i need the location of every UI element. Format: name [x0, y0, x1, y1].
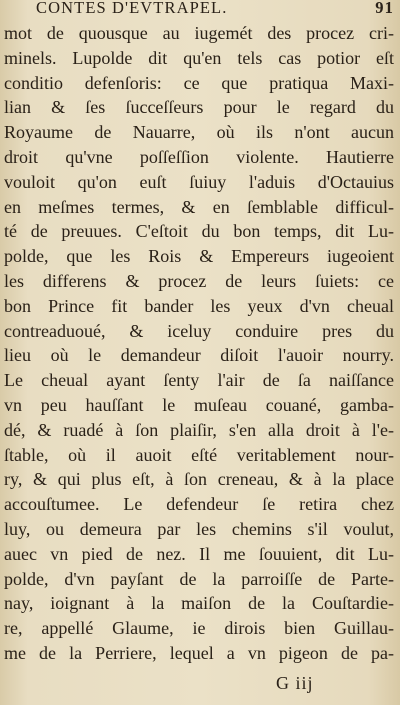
text-line: les differens & procez de leurs ſuiets: ce	[4, 271, 394, 291]
text-line: té de preuues. C'eſtoit du bon temps, dit Lu-	[4, 221, 394, 242]
signature-mark: G iij	[276, 673, 314, 693]
text-line: vn peu hauſſant le muſeau couané, gamba-	[4, 395, 394, 415]
text-line: ſtable, où il auoit eſté veritablement nour-	[4, 444, 394, 465]
text-line: nay, ioignant à la maiſon de la Couſtardie-	[4, 593, 394, 614]
text-line: bon Prince fit bander les yeux d'vn cheual	[4, 295, 394, 316]
text-line: accouſtumee. Le defendeur ſe retira chez	[4, 494, 394, 515]
body-text	[0, 22, 400, 672]
text-line: luy, ou demeura par les chemins s'il voulut,	[4, 519, 394, 539]
text-line: minels. Lupolde dit qu'en tels cas potior eſt	[4, 47, 394, 68]
text-line: vouloit qu'on euſt ſuiuy l'aduis d'Octauius	[4, 171, 394, 192]
text-line: Royaume de Nauarre, où ils n'ont aucun	[4, 122, 394, 143]
text-line: re, appellé Glaume, ie dirois bien Guillau-	[4, 618, 394, 639]
text-line: contreaduoué, & iceluy conduire pres du	[4, 320, 394, 341]
text-line: me de la Perriere, lequel a vn pigeon de pa-	[4, 643, 394, 663]
text-line: lieu où le demandeur diſoit l'auoir nourry.	[4, 345, 394, 366]
text-line: lian & ſes ſucceſſeurs pour le regard du	[4, 97, 394, 118]
text-line: mot de quousque au iugemét des procez cri-	[4, 23, 394, 43]
text-line: dé, & ruadé à ſon plaiſir, s'en alla droit à l'e-	[4, 419, 394, 440]
text-line: polde, que les Rois & Empereurs iugeoient	[4, 246, 394, 267]
page-number: 91	[375, 0, 394, 17]
running-head-title: CONTES D'EVTRAPEL.	[36, 0, 228, 17]
text-line: droit qu'vne poſſeſſion violente. Hautierre	[4, 147, 394, 167]
text-line: conditio defenſoris: ce que pratiqua Maxi-	[4, 72, 394, 93]
text-line: en meſmes termes, & en ſemblable difficul-	[4, 196, 394, 217]
running-head	[0, 0, 400, 18]
text-line: Le cheual ayant ſenty l'air de ſa naiſſance	[4, 370, 394, 391]
text-line: ry, & qui plus eſt, à ſon creneau, & à la place	[4, 469, 394, 490]
text-line: auec vn pied de nez. Il me ſouuient, dit Lu-	[4, 543, 394, 564]
text-line: polde, d'vn payſant de la parroiſſe de Parte-	[4, 568, 394, 589]
